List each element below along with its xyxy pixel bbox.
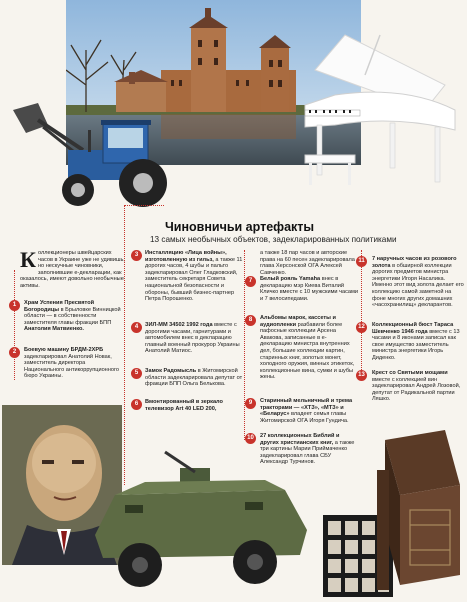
item-3: Инсталляцию «Лица войны», изготовленную из гильз, а также 11 дорогих часов, 4 шубы и пальто задекларировал Олег Гладковский, заместитель секретаря Совета национальной безопасности и обороны, бывший бизнес-партнер Петра Порошенко. — [145, 250, 243, 303]
item-number: 8 — [245, 315, 256, 326]
item-13: Крест со Святыми мощами вместе с коллекцией вин задекларировал Андрей Лозовой, депутат от Радикальной партии Ляшко. — [372, 370, 461, 403]
item-8: Альбомы марок, кассеты и аудиопленки разбавили более пафосные коллекции Арсена Авакова, записанные в е-декларацию министра внутренних дел, большие коллекции картин, старинных книг, золотых монет, холодного оружия, винных этикеток, коллекционные вина, сумки и шубы жены. — [260, 315, 355, 381]
item-6: Вмонтированный в зеркало телевизор Art 40 LED 200, — [145, 399, 223, 412]
item-number: 12 — [356, 322, 367, 333]
item-number: 6 — [131, 399, 142, 410]
item-2: Боевую машину БРДМ-2ХРБ задекларировал Анатолий Новак, заместитель директора Национального антикоррупционного бюро Украины. — [24, 347, 120, 380]
item-5: Замок Радомысль в Житомирской области задекларировала депутат от фракции БПП Ольга Белькова. — [145, 368, 243, 388]
tractor-photo — [8, 95, 188, 215]
item-number: 9 — [245, 398, 256, 409]
item-10: 27 коллекционных Библий и других христианских книг, а также три картины Марии Приймаченко задекларировал глава СБУ Александр Турчинов. — [260, 433, 355, 466]
intro — [20, 247, 126, 290]
item-12: Коллекционный бюст Тараса Шевченко 1946 года вместе с 13 часами и 8 иконами записал как свое имущество заместитель министра энергетики Игорь Диденко. — [372, 322, 460, 361]
item-number: 13 — [356, 370, 367, 381]
old-books-photo — [375, 425, 465, 595]
intro-text: оллекционеры швейцарских часов в Украине уже не удивишь, но нескучные чиновники, заполнившие е-декларации, как оказалось, имеют довольно необычные активы. — [20, 250, 125, 289]
item-number: 11 — [356, 256, 367, 267]
item-4: ЗИЛ-ММ 34502 1992 года вместе с дорогими часами, гарнитурами и автомобилем внес в декларацию главный военный прокурор Украины Анатолий Матиос. — [145, 322, 240, 355]
item-11: 7 наручных часов из розового золота в обширной коллекции дорогих предметов министра энергетики Игоря Насалика. Именно этот вид золота делает его коллекцию самой заметной на фоне многих других домашних «часохранилищ» декларантов. — [372, 256, 464, 309]
page-title: Чиновничьи артефакты — [165, 220, 315, 234]
item-number: 2 — [9, 347, 20, 358]
item-number: 1 — [9, 300, 20, 311]
item-6-continued: а также 18 пар часов и авторские права на 60 песен задекларировала глава Херсонской ОГА Алексей Савченко. — [260, 250, 355, 276]
page-subtitle: 13 самых необычных объектов, задекларированных политиками — [150, 235, 397, 244]
piano-photo — [295, 15, 465, 195]
item-number: 5 — [131, 368, 142, 379]
item-7: Белый рояль Yamaha внес в декларацию мэр Киева Виталий Кличко вместе с 10 мужскими часами и 7 велосипедами. — [260, 276, 358, 302]
intro-dropcap: К — [20, 247, 36, 272]
item-number: 3 — [131, 250, 142, 261]
item-1: Храм Успения Пресвятой Богородицы в Брыловке Винницкой области — в собственности заместителя главы фракции БПП Анатолия Матвиенко. — [24, 300, 121, 333]
item-number: 7 — [245, 276, 256, 287]
item-9: Старинный мельничный и трема тракторами — «ХТЗ», «МТЗ» и «Беларус» владеет семья главы Житомирской ОГА Игоря Гундича. — [260, 398, 353, 424]
item-number: 4 — [131, 322, 142, 333]
item-number: 10 — [245, 433, 256, 444]
